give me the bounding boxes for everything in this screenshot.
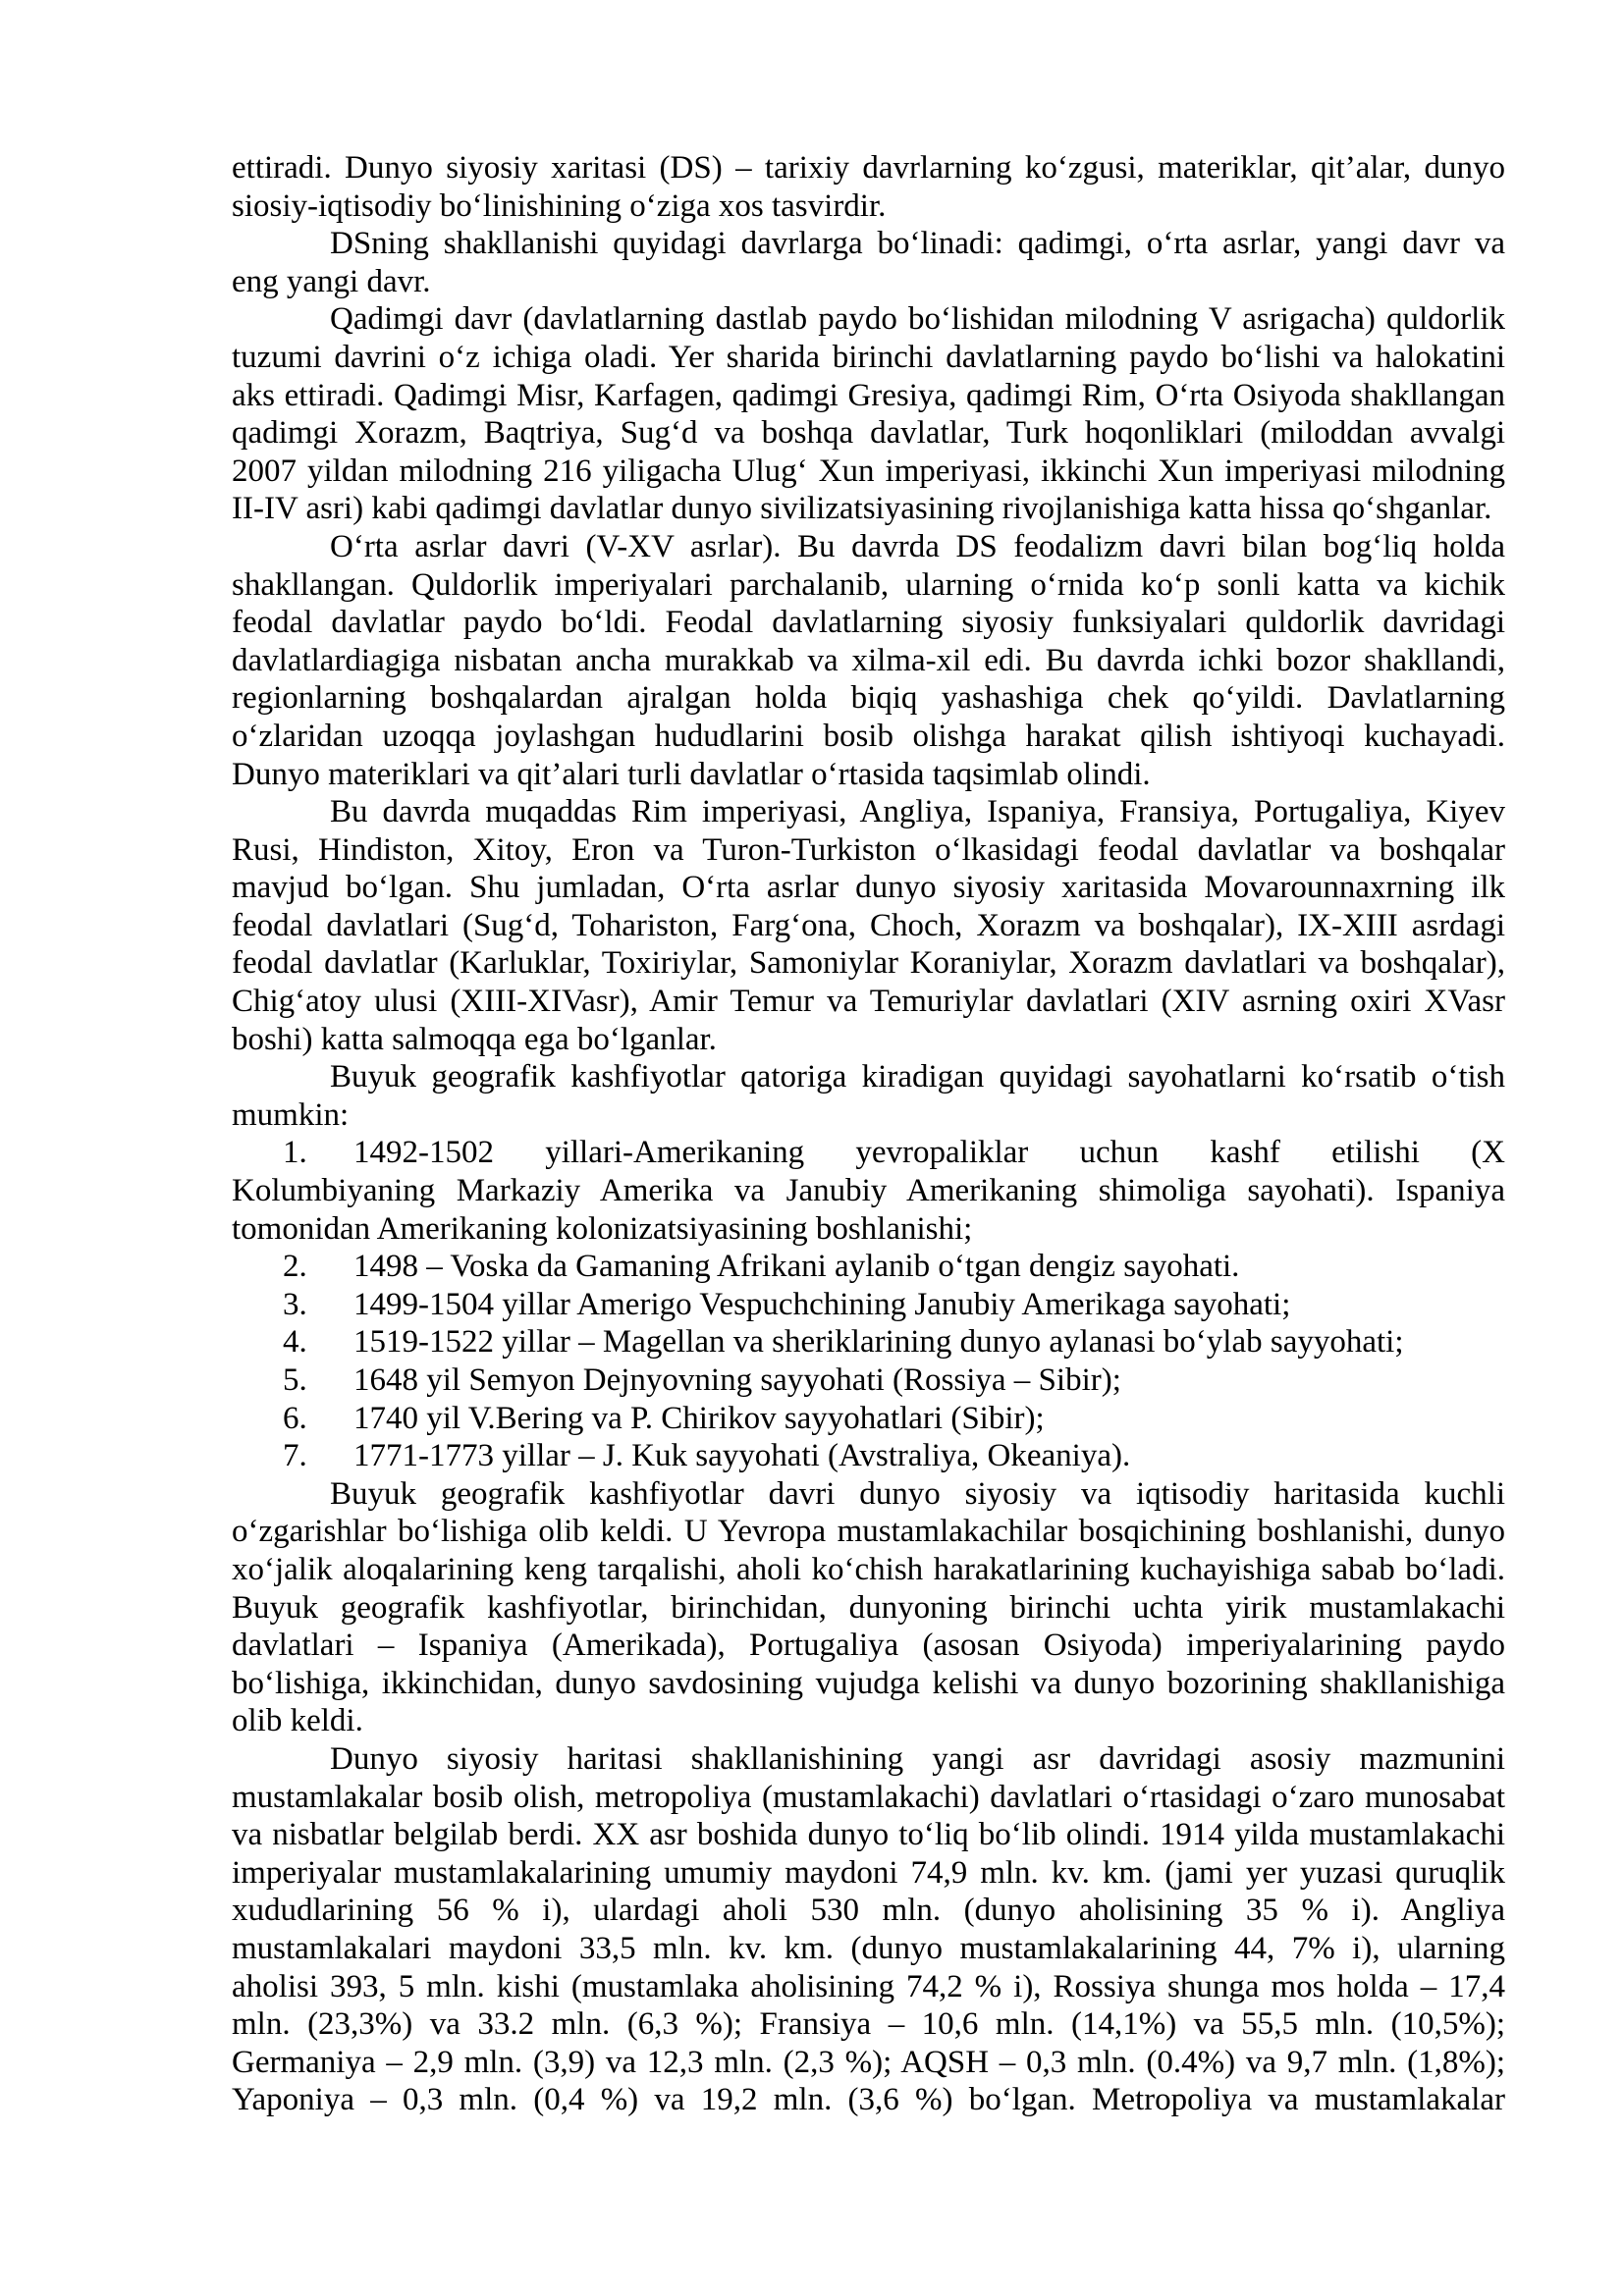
- list-text: 1499-1504 yillar Amerigo Vespuchchining Janubiy Amerikaga sayohati;: [353, 1286, 1291, 1322]
- text-line: xududlarining 56 % i), ulardagi aholi 530 mln. (dunyo aholisining 35 % i). Angliya: [232, 1893, 1505, 1929]
- text-body: [232, 149, 1505, 2119]
- text-line: Dunyo siyosiy haritasi shakllanishining yangi asr davridagi asosiy mazmunini: [330, 1740, 1505, 1777]
- list-text: 1498 – Voska da Gamaning Afrikani aylanib o‘tgan dengiz sayohati.: [353, 1249, 1240, 1285]
- list-number: 4.: [283, 1324, 307, 1361]
- list-item: [232, 1323, 1505, 1362]
- list-text: 1519-1522 yillar – Magellan va sheriklarining dunyo aylanasi bo‘ylab sayyohati;: [353, 1324, 1404, 1361]
- list-item: [232, 1362, 1505, 1400]
- list-number: 6.: [283, 1400, 307, 1436]
- text-line: II-IV asri) kabi qadimgi davlatlar dunyo sivilizatsiyasining rivojlanishiga katta hissa qo‘shganlar.: [232, 491, 1492, 527]
- text-line: va nisbatlar belgilab berdi. XX asr boshida dunyo to‘liq bo‘lib olindi. 1914 yilda mustamlakachi: [232, 1817, 1505, 1853]
- text-line: mustamlakalari maydoni 33,5 mln. kv. km. (dunyo mustamlakalarining 44, 7% i), ularning: [232, 1930, 1505, 1966]
- text-line: mavjud bo‘lgan. Shu jumladan, O‘rta asrlar dunyo siyosiy xaritasida Movarounnaxrning ilk: [232, 870, 1505, 906]
- list-item: [232, 1134, 1505, 1248]
- paragraph: [232, 300, 1505, 528]
- text-line: tomonidan Amerikaning kolonizatsiyasining boshlanishi;: [232, 1210, 973, 1247]
- list-item: [232, 1248, 1505, 1286]
- paragraph: [232, 528, 1505, 793]
- text-line: [232, 1248, 1505, 1286]
- text-line: [232, 1134, 1505, 1172]
- text-line: [232, 1323, 1505, 1362]
- text-line: Bu davrda muqaddas Rim imperiyasi, Angliya, Ispaniya, Fransiya, Portugaliya, Kiyev: [330, 794, 1505, 830]
- text-line: Rusi, Hindiston, Xitoy, Eron va Turon-Turkiston o‘lkasidagi feodal davlatlar va boshqalar: [232, 831, 1505, 868]
- text-line: Kolumbiyaning Markaziy Amerika va Janubiy Amerikaning shimoliga sayohati). Ispaniya: [232, 1173, 1505, 1209]
- text-line: [232, 1286, 1505, 1324]
- paragraph: [232, 793, 1505, 1058]
- text-line: [232, 1362, 1505, 1400]
- text-line: mumkin:: [232, 1096, 350, 1133]
- text-line: [232, 1400, 1505, 1438]
- list-number: 3.: [283, 1286, 307, 1322]
- text-line: davlatlardiagiga nisbatan ancha murakkab va xilma-xil edi. Bu davrda ichki bozor shakllandi,: [232, 642, 1505, 678]
- text-line: Chig‘atoy ulusi (XIII-XIVasr), Amir Temur va Temuriylar davlatlari (XIV asrning oxiri XVasr: [232, 984, 1505, 1020]
- list-number: 1.: [283, 1135, 307, 1171]
- text-line: ettiradi. Dunyo siyosiy xaritasi (DS) – tarixiy davrlarning ko‘zgusi, materiklar, qit’alar, dunyo: [232, 150, 1505, 186]
- paragraph: [232, 1475, 1505, 1740]
- document-page: [232, 149, 1505, 2119]
- text-line: Buyuk geografik kashfiyotlar, birinchidan, dunyoning birinchi uchta yirik mustamlakachi: [232, 1589, 1505, 1626]
- text-line: o‘zlaridan uzoqqa joylashgan hududlarini bosib olishga harakat qilish ishtiyoqi kuchayadi.: [232, 718, 1505, 754]
- paragraph: [232, 1740, 1505, 2119]
- list-item: [232, 1437, 1505, 1475]
- text-line: DSning shakllanishi quyidagi davrlarga bo‘linadi: qadimgi, o‘rta asrlar, yangi davr va: [330, 226, 1505, 262]
- list-text: 1740 yil V.Bering va P. Chirikov sayyohatlari (Sibir);: [353, 1400, 1045, 1436]
- text-line: imperiyalar mustamlakalarining umumiy maydoni 74,9 mln. kv. km. (jami yer yuzasi quruqlik: [232, 1854, 1505, 1891]
- text-line: Qadimgi davr (davlatlarning dastlab paydo bo‘lishidan milodning V asrigacha) quldorlik: [330, 301, 1505, 338]
- text-line: shakllangan. Quldorlik imperiyalari parchalanib, ularning o‘rnida ko‘p sonli katta va kichik: [232, 566, 1505, 603]
- list-item: [232, 1400, 1505, 1438]
- paragraph: [232, 149, 1505, 225]
- paragraph: [232, 225, 1505, 300]
- list-number: 7.: [283, 1438, 307, 1474]
- text-line: eng yangi davr.: [232, 263, 431, 299]
- text-line: Germaniya – 2,9 mln. (3,9) va 12,3 mln. (2,3 %); AQSH – 0,3 mln. (0.4%) va 9,7 mln. (1,8%);: [232, 2044, 1505, 2080]
- text-line: boshi) katta salmoqqa ega bo‘lganlar.: [232, 1021, 717, 1057]
- paragraph: [232, 1058, 1505, 1134]
- text-line: Yaponiya – 0,3 mln. (0,4 %) va 19,2 mln. (3,6 %) bo‘lgan. Metropoliya va mustamlakalar: [232, 2082, 1505, 2118]
- text-line: tuzumi davrini o‘z ichiga oladi. Yer sharida birinchi davlatlarning paydo bo‘lishi va halokatini: [232, 339, 1505, 375]
- text-line: regionlarning boshqalardan ajralgan holda biqiq yashashiga chek qo‘yildi. Davlatlarning: [232, 680, 1505, 717]
- text-line: aks ettiradi. Qadimgi Misr, Karfagen, qadimgi Gresiya, qadimgi Rim, O‘rta Osiyoda shakllangan: [232, 377, 1505, 413]
- list-text: 1771-1773 yillar – J. Kuk sayyohati (Avstraliya, Okeaniya).: [353, 1438, 1131, 1474]
- text-line: davlatlari – Ispaniya (Amerikada), Portugaliya (asosan Osiyoda) imperiyalarining paydo: [232, 1628, 1505, 1664]
- text-line: o‘zgarishlar bo‘lishiga olib keldi. U Yevropa mustamlakachilar bosqichining boshlanishi, dunyo: [232, 1514, 1505, 1550]
- text-line: feodal davlatlari (Sug‘d, Tohariston, Farg‘ona, Choch, Xorazm va boshqalar), IX-XIII asrdagi: [232, 907, 1505, 943]
- text-line: bo‘lishiga, ikkinchidan, dunyo savdosining vujudga kelishi va dunyo bozorining shakllanishiga: [232, 1665, 1505, 1701]
- text-line: Dunyo materiklari va qit’alari turli davlatlar o‘rtasida taqsimlab olindi.: [232, 756, 1151, 792]
- text-line: mustamlakalar bosib olish, metropoliya (mustamlakachi) davlatlari o‘rtasidagi o‘zaro munosabat: [232, 1779, 1505, 1815]
- text-line: Buyuk geografik kashfiyotlar qatoriga kiradigan quyidagi sayohatlarni ko‘rsatib o‘tish: [330, 1059, 1505, 1095]
- text-line: O‘rta asrlar davri (V-XV asrlar). Bu davrda DS feodalizm davri bilan bog‘liq holda: [330, 528, 1505, 564]
- text-line: xo‘jalik aloqalarining keng tarqalishi, aholi ko‘chish harakatlarining kuchayishiga sabab bo‘ladi.: [232, 1551, 1505, 1587]
- text-line: mln. (23,3%) va 33.2 mln. (6,3 %); Fransiya – 10,6 mln. (14,1%) va 55,5 mln. (10,5%);: [232, 2006, 1505, 2043]
- list-number: 2.: [283, 1249, 307, 1285]
- text-line: feodal davlatlar (Karluklar, Toxiriylar, Samoniylar Koraniylar, Xorazm davlatlari va boshqalar),: [232, 945, 1505, 982]
- text-line: Buyuk geografik kashfiyotlar davri dunyo siyosiy va iqtisodiy haritasida kuchli: [330, 1475, 1505, 1512]
- list-text: 1492-1502 yillari-Amerikaning yevropaliklar uchun kashf etilishi (X: [353, 1135, 1505, 1171]
- text-line: 2007 yildan milodning 216 yiligacha Ulug‘ Xun imperiyasi, ikkinchi Xun imperiyasi milodning: [232, 453, 1505, 489]
- list-text: 1648 yil Semyon Dejnyovning sayyohati (Rossiya – Sibir);: [353, 1362, 1121, 1398]
- text-line: feodal davlatlar paydo bo‘ldi. Feodal davlatlarning siyosiy funksiyalari quldorlik davridagi: [232, 605, 1505, 641]
- text-line: qadimgi Xorazm, Baqtriya, Sug‘d va boshqa davlatlar, Turk hoqonliklari (miloddan avvalgi: [232, 415, 1505, 452]
- text-line: olib keldi.: [232, 1703, 363, 1739]
- text-line: [232, 1437, 1505, 1475]
- text-line: siosiy-iqtisodiy bo‘linishining o‘ziga xos tasvirdir.: [232, 187, 887, 224]
- list-number: 5.: [283, 1362, 307, 1398]
- list-item: [232, 1286, 1505, 1324]
- text-line: aholisi 393, 5 mln. kishi (mustamlaka aholisining 74,2 % i), Rossiya shunga mos holda – 17,4: [232, 1968, 1505, 2004]
